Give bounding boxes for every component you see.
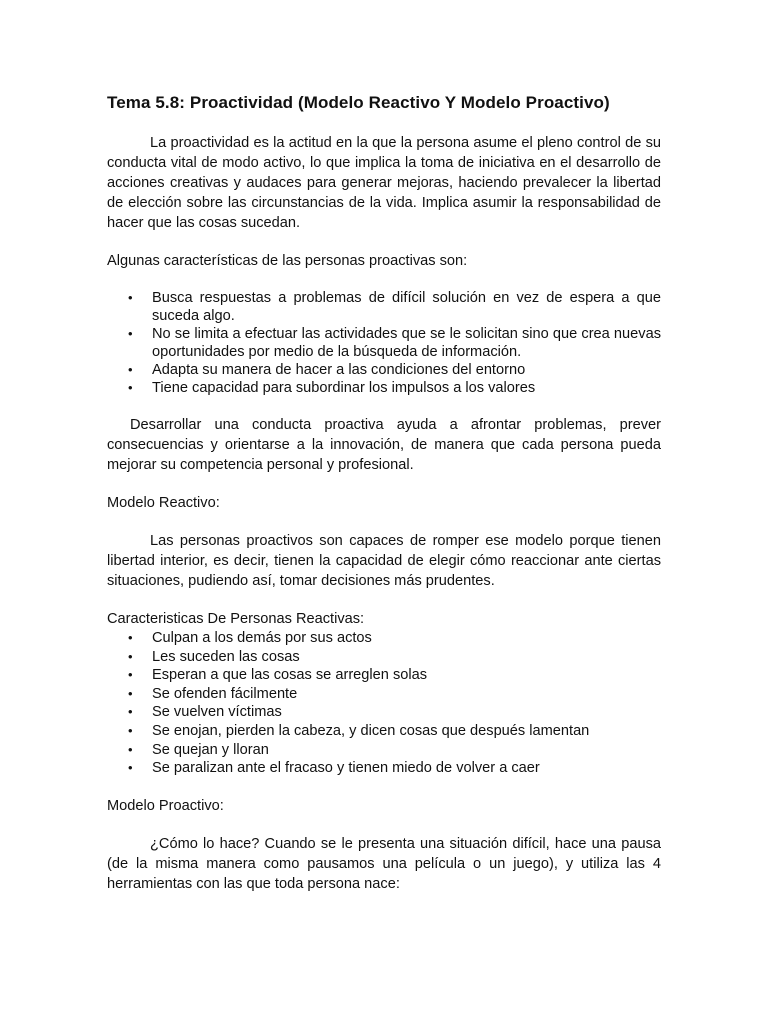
proactive-model-paragraph: ¿Cómo lo hace? Cuando se le presenta una situación difícil, hace una pausa (de la misma manera como pausamos una película o un juego), y utiliza las 4 herramientas con las que toda persona nace: (107, 835, 661, 892)
bullet-icon: • (128, 685, 133, 701)
proactive-traits-heading: Algunas características de las personas proactivas son: (107, 253, 468, 269)
bullet-icon: • (128, 760, 133, 776)
reactive-model-heading: Modelo Reactivo: (107, 495, 220, 511)
list-item: • Tiene capacidad para subordinar los impulsos a los valores (128, 380, 536, 396)
proactive-model-heading: Modelo Proactivo: (107, 797, 224, 814)
list-item: • Se vuelven víctimas (128, 704, 282, 721)
reactive-paragraph: Las personas proactivos son capaces de romper ese modelo porque tienen libertad interior, es decir, tienen la capacidad de elegir cómo reaccionar ante ciertas situaciones, pudiendo así, tomar decisiones más prudentes. (107, 533, 661, 589)
list-item: • Adapta su manera de hacer a las condiciones del entorno (128, 362, 526, 378)
bullet-icon: • (128, 667, 133, 683)
bullet-icon: • (128, 722, 133, 738)
intro-paragraph: La proactividad es la actitud en la que la persona asume el pleno control de su conducta vital de modo activo, lo que implica la toma de iniciativa en el desarrollo de acciones creativas y audaces para generar mejoras, haciendo prevalecer la libertad de elección sobre las circunstancias de la vida. Implica asumir la responsabilidad de hacer que las cosas sucedan. (107, 135, 661, 231)
list-item: • Busca respuestas a problemas de difícil solución en vez de espera a que suceda algo. (128, 290, 661, 324)
list-item: • Se ofenden fácilmente (128, 685, 298, 702)
list-item: • No se limita a efectuar las actividades que se le solicitan sino que crea nuevas oportunidades por medio de la búsqueda de información. (128, 326, 661, 360)
list-item: • Se paralizan ante el fracaso y tienen miedo de volver a caer (128, 760, 540, 777)
bullet-icon: • (128, 362, 133, 377)
bullet-icon: • (128, 704, 133, 720)
proactive-traits-list (107, 289, 661, 397)
bullet-icon: • (128, 648, 133, 664)
list-item: • Se enojan, pierden la cabeza, y dicen cosas que después lamentan (128, 722, 590, 739)
bullet-icon: • (128, 741, 133, 757)
reactive-traits-list (107, 629, 661, 778)
bullet-icon: • (128, 326, 133, 341)
document-title: Tema 5.8: Proactividad (Modelo Reactivo Y Modelo Proactivo) (107, 93, 610, 112)
list-item: • Les suceden las cosas (128, 648, 300, 665)
list-item: • Esperan a que las cosas se arreglen solas (128, 667, 428, 684)
bullet-icon: • (128, 290, 133, 305)
develop-paragraph: Desarrollar una conducta proactiva ayuda a afrontar problemas, prever consecuencias y orientarse a la innovación, de manera que cada persona pueda mejorar su competencia personal y profesional. (107, 417, 661, 473)
list-item: • Se quejan y lloran (128, 741, 269, 758)
bullet-icon: • (128, 630, 133, 645)
list-item: • Culpan a los demás por sus actos (128, 630, 372, 646)
document-page (107, 92, 661, 894)
reactive-traits-heading: Caracteristicas De Personas Reactivas: (107, 611, 365, 627)
bullet-icon: • (128, 380, 133, 395)
